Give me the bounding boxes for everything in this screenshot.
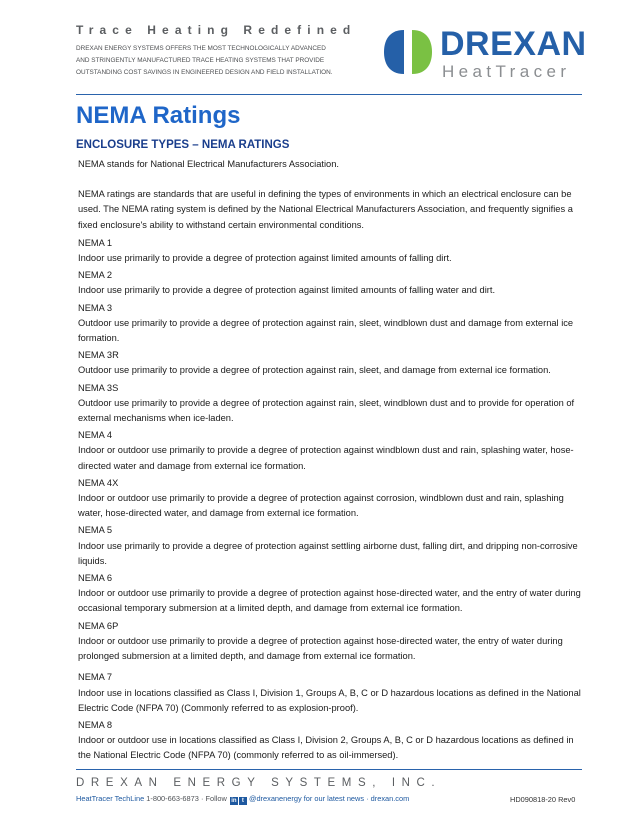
rating-name: NEMA 2 [78,270,113,281]
rating-description: Indoor or outdoor use primarily to provide a degree of protection against windblown dust and rain, splashing water, hose-directed water and damage from external ice formation. [78,445,574,471]
rating-name: NEMA 6P [78,620,119,631]
rating-nema-2 [78,268,583,298]
twitter-icon[interactable]: t [239,797,247,805]
rating-description: Indoor or outdoor use in locations classified as Class I, Division 2, Groups A, B, C or D hazardous locations as defined in the National Electric Code (NFPA 70) (commonly referred to as oil-immersed). [78,735,574,761]
footer-company-name: DREXAN ENERGY SYSTEMS, INC. [76,777,442,789]
rating-name: NEMA 3 [78,302,113,313]
header-blurb-line: OUTSTANDING COST SAVINGS IN ENGINEERED DESIGN AND FIELD INSTALLATION. [76,69,333,76]
rating-nema-4x [78,476,583,522]
rating-nema-3s [78,381,583,427]
header-blurb [76,43,376,79]
rating-nema-8 [78,718,583,764]
footer-divider [76,769,582,770]
rating-description: Outdoor use primarily to provide a degree of protection against rain, sleet, and damage from external ice formation. [78,365,551,376]
rating-description: Indoor use in locations classified as Class I, Division 1, Groups A, B, C or D hazardous locations as defined in the National Electric Code (NFPA 70) (Commonly referred to as explosion-proof). [78,687,581,713]
rating-nema-7 [78,670,583,716]
footer-contact-line [76,794,409,805]
rating-name: NEMA 3R [78,350,119,361]
logo-subtitle: HeatTracer [442,62,571,81]
rating-description: Indoor use primarily to provide a degree of protection against limited amounts of falling water and dirt. [78,285,496,296]
rating-name: NEMA 4 [78,430,113,441]
rating-nema-6p [78,619,583,665]
intro-paragraph: NEMA stands for National Electrical Manufacturers Association. [78,159,339,169]
rating-description: Outdoor use primarily to provide a degree of protection against rain, sleet, windblown dust and damage from external ice formation. [78,317,574,344]
logo-wordmark: DREXAN [440,25,587,63]
rating-nema-4 [78,428,583,474]
rating-name: NEMA 4X [78,477,119,488]
header-tagline: Trace Heating Redefined [76,23,357,37]
header-blurb-line: DREXAN ENERGY SYSTEMS OFFERS THE MOST TECHNOLOGICALLY ADVANCED [76,45,326,52]
rating-name: NEMA 1 [78,237,113,248]
rating-nema-6 [78,571,583,617]
rating-description: Indoor use primarily to provide a degree of protection against settling airborne dust, falling dirt, and dripping non-corrosive liquids. [78,540,578,566]
rating-description: Outdoor use primarily to provide a degree of protection against rain, sleet, windblown dust and to provide for operation of external mechanisms when ice-laden. [78,397,575,424]
techline-phone[interactable]: 1-800-663-6873 [146,794,199,803]
rating-nema-3 [78,301,583,347]
section-title: ENCLOSURE TYPES – NEMA RATINGS [76,139,290,151]
techline-label: HeatTracer TechLine [76,794,145,803]
header-blurb-line: AND STRINGENTLY MANUFACTURED TRACE HEATING SYSTEMS THAT PROVIDE [76,57,325,64]
rating-nema-3r [78,348,583,378]
follow-label: · Follow [200,794,227,803]
rating-name: NEMA 5 [78,525,113,536]
document-number: HD090818-20 Rev0 [510,795,576,804]
rating-name: NEMA 3S [78,382,119,393]
social-handle[interactable]: @drexanenergy for our latest news [248,794,365,803]
document-body [78,157,583,766]
intro-paragraph: NEMA ratings are standards that are useful in defining the types of environments in which an electrical enclosure can be used. The NEMA rating system is defined by the National Electrical Manufacturers Association, and frequently signifies a fixed enclosure's ability to withstand certain environmental conditions. [78,189,573,230]
rating-nema-5 [78,523,583,569]
rating-description: Indoor use primarily to provide a degree of protection against limited amounts of falling dirt. [78,253,452,264]
linkedin-icon[interactable]: in [231,798,237,804]
rating-description: Indoor or outdoor use primarily to provide a degree of protection against hose-directed water, and the entry of water during occasional temporary submersion at a limited depth, and damage from external ice formation. [78,588,581,614]
rating-name: NEMA 7 [78,672,113,683]
header-divider [76,94,582,95]
rating-description: Indoor or outdoor use primarily to provide a degree of protection against hose-directed water, the entry of water during prolonged submersion at a limited depth, and damage from external ice formation. [78,635,563,662]
rating-description: Indoor or outdoor use primarily to provide a degree of protection against corrosion, windblown dust and rain, splashing water, hose-directed water, and damage from external ice formation. [78,493,564,519]
rating-name: NEMA 6 [78,573,113,584]
page-title: NEMA Ratings [76,102,241,129]
drexan-logo [382,22,586,82]
drexan-logo-mark-icon [382,26,434,78]
rating-nema-1 [78,236,583,266]
rating-name: NEMA 8 [78,719,113,730]
website-link[interactable]: · drexan.com [366,794,410,803]
